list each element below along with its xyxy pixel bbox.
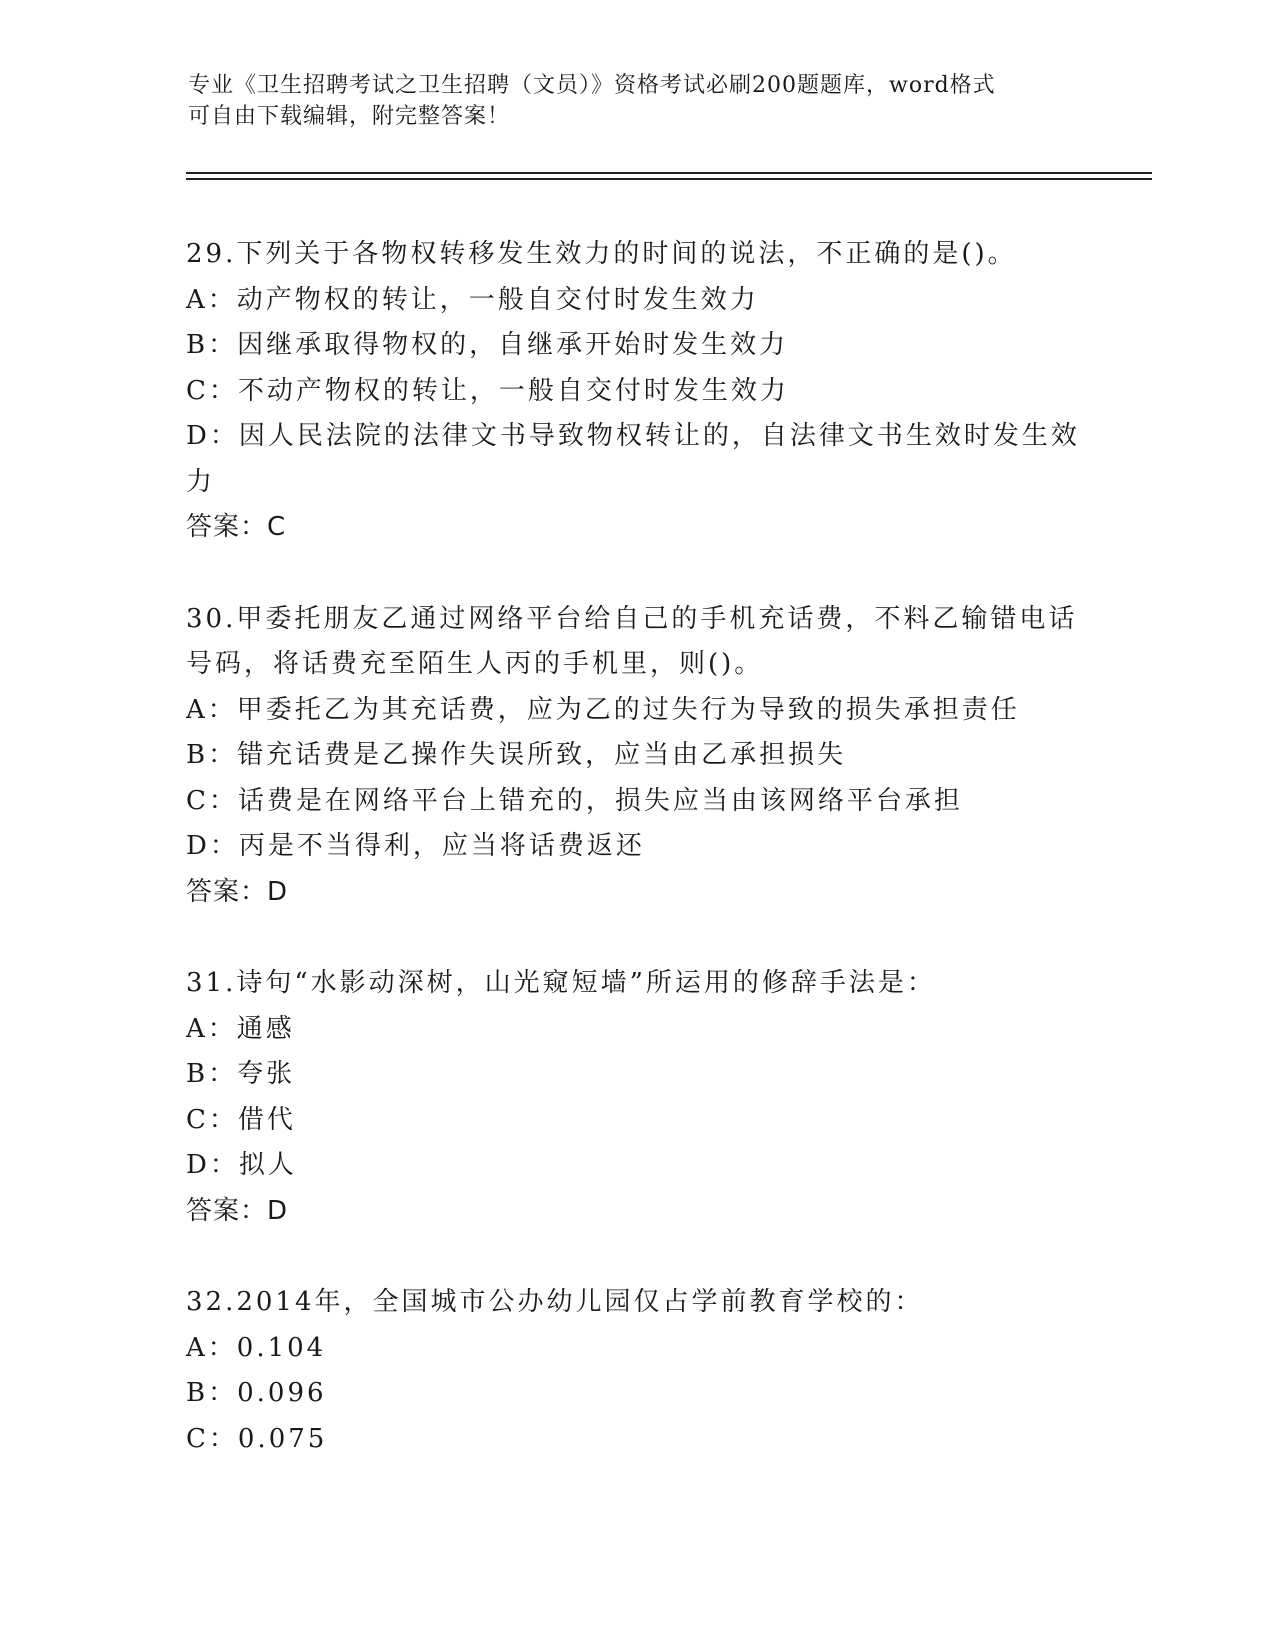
option-d: D：拟人 xyxy=(186,1150,297,1180)
header-line: 可自由下载编辑，附完整答案！ xyxy=(188,104,511,129)
header-divider-bottom xyxy=(186,178,1152,180)
option-c: C：0.075 xyxy=(186,1423,328,1454)
question-stem: 29.下列关于各物权转移发生效力的时间的说法，不正确的是()。 xyxy=(186,239,1017,269)
question-31 xyxy=(186,961,1086,1234)
option-c: C：借代 xyxy=(186,1104,296,1135)
option-a: A：0.104 xyxy=(186,1332,327,1363)
answer-label: 答案：C xyxy=(186,512,287,542)
option-b: B：错充话费是乙操作失误所致，应当由乙承担损失 xyxy=(186,740,847,770)
question-stem-continued: 号码，将话费充至陌生人丙的手机里，则()。 xyxy=(186,649,764,679)
option-b: B：0.096 xyxy=(186,1378,327,1408)
option-a: A：动产物权的转让，一般自交付时发生效力 xyxy=(186,284,759,315)
document-header xyxy=(188,70,1068,132)
question-list xyxy=(186,232,1086,1508)
option-c: C：不动产物权的转让，一般自交付时发生效力 xyxy=(186,375,789,406)
option-a: A：甲委托乙为其充话费，应为乙的过失行为导致的损失承担责任 xyxy=(186,694,1020,725)
option-d-continued: 力 xyxy=(186,466,216,497)
answer-label: 答案：D xyxy=(186,1195,289,1226)
answer-label: 答案：D xyxy=(186,876,289,907)
option-b: B：夸张 xyxy=(186,1059,296,1089)
option-d: D：因人民法院的法律文书导致物权转让的，自法律文书生效时发生效 xyxy=(186,421,1080,451)
question-29 xyxy=(186,232,1086,551)
question-stem: 30.甲委托朋友乙通过网络平台给自己的手机充话费，不料乙输错电话 xyxy=(186,603,1078,634)
option-c: C：话费是在网络平台上错充的，损失应当由该网络平台承担 xyxy=(186,785,963,816)
option-b: B：因继承取得物权的，自继承开始时发生效力 xyxy=(186,330,789,360)
question-32 xyxy=(186,1280,1086,1462)
question-stem: 32.2014年，全国城市公办幼儿园仅占学前教育学校的： xyxy=(186,1287,924,1317)
header-line: 专业《卫生招聘考试之卫生招聘（文员）》资格考试必刷200题题库，word格式 xyxy=(188,73,996,98)
question-stem: 31.诗句“水影动深树，山光窥短墙”所运用的修辞手法是： xyxy=(186,968,936,998)
option-a: A：通感 xyxy=(186,1013,295,1044)
question-30 xyxy=(186,597,1086,916)
option-d: D：丙是不当得利，应当将话费返还 xyxy=(186,831,645,861)
header-divider-top xyxy=(186,172,1152,174)
